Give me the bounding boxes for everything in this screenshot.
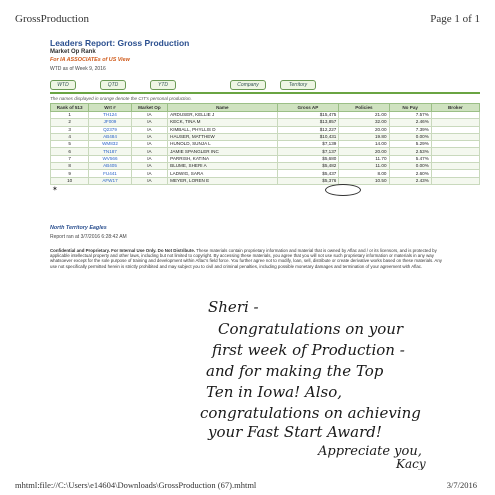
- cell-rank: 4: [51, 133, 89, 140]
- cell-gross-ap: $5,376: [277, 177, 339, 184]
- cell-no-pay: 2.60%: [389, 170, 431, 177]
- cell-policies: 14.00: [339, 141, 389, 148]
- hand-line: Appreciate you,: [318, 444, 422, 459]
- confidential-body: These materials contain proprietary information and material that is owned by Aflac and / or its licensors, and is protected by applicable intellectual property and other laws, including but not limited to copyright. By accessing these materials, you agree that you will not use such proprietary information or materials in any way whatsoever except for the sole purpose of training and development within Aflac's field force. You further agree not to modify, loan, sell, distribute or create derivative works based on these materials. Any use not specifically permitted herein is strictly prohibited and may subject you to civil and criminal penalties, including possible monetary damages and termination of your agreement with Aflac.: [50, 248, 442, 269]
- cell-policies: 11.70: [339, 155, 389, 162]
- cell-name: HUNOLD, SUNJA L: [168, 141, 277, 148]
- hand-line: Ten in Iowa! Also,: [206, 383, 343, 401]
- col-no-pay[interactable]: No Pay: [389, 104, 431, 112]
- cell-rank: 7: [51, 155, 89, 162]
- cell-no-pay: 0.00%: [389, 163, 431, 170]
- cell-broker: [431, 155, 479, 162]
- cell-market-op: IA: [131, 155, 167, 162]
- col-gross-ap[interactable]: Gross AP: [277, 104, 339, 112]
- cell-gross-ap: $7,137: [277, 148, 339, 155]
- hand-line: your Fast Start Award!: [208, 423, 382, 441]
- report-subtitle: Market Op Rank: [50, 49, 96, 55]
- table-row: [51, 163, 480, 170]
- cell-policies: 8.00: [339, 170, 389, 177]
- cell-broker: [431, 141, 479, 148]
- cell-market-op: IA: [131, 112, 167, 119]
- cell-market-op: IA: [131, 148, 167, 155]
- cell-market-op: IA: [131, 177, 167, 184]
- cell-rank: 6: [51, 148, 89, 155]
- cell-no-pay: 2.46%: [389, 119, 431, 126]
- hand-line: first week of Production -: [212, 341, 405, 359]
- cell-writer[interactable]: TH124: [89, 112, 131, 119]
- orange-names-note: The names displayed in orange denote the CIT's personal production.: [50, 96, 192, 101]
- hand-line: Sheri -: [208, 298, 259, 316]
- cell-rank: 1: [51, 112, 89, 119]
- cell-gross-ap: $5,482: [277, 163, 339, 170]
- cell-market-op: IA: [131, 119, 167, 126]
- tab-wtd[interactable]: WTD: [50, 80, 76, 90]
- hand-drawn-circle: [325, 184, 361, 196]
- region-name: North Territory Eagles: [50, 225, 107, 231]
- cell-name: KIMBALL, PHYLLIS D: [168, 126, 277, 133]
- cell-no-pay: 5.47%: [389, 155, 431, 162]
- table-row: [51, 119, 480, 126]
- cell-writer[interactable]: JF009: [89, 119, 131, 126]
- cell-rank: 8: [51, 163, 89, 170]
- cell-writer[interactable]: Q2379: [89, 126, 131, 133]
- cell-policies: 32.00: [339, 119, 389, 126]
- col-name[interactable]: Name: [168, 104, 277, 112]
- cell-policies: 20.00: [339, 148, 389, 155]
- table-row: [51, 133, 480, 140]
- cell-broker: [431, 119, 479, 126]
- cell-name: KECK, TINA M: [168, 119, 277, 126]
- cell-policies: 20.00: [339, 126, 389, 133]
- cell-broker: [431, 112, 479, 119]
- cell-no-pay: 2.43%: [389, 177, 431, 184]
- cell-writer[interactable]: FU441: [89, 170, 131, 177]
- print-header-page: Page 1 of 1: [430, 13, 480, 25]
- confidential-notice: [50, 248, 450, 269]
- period-tabs: [50, 80, 480, 91]
- report-period: WTD as of Week 9, 2016: [50, 66, 106, 72]
- cell-writer[interactable]: TN187: [89, 148, 131, 155]
- hand-line: and for making the Top: [206, 362, 384, 380]
- table-row: [51, 148, 480, 155]
- cell-policies: 19.80: [339, 133, 389, 140]
- cell-name: ARDUSER, KELLIE J: [168, 112, 277, 119]
- handwritten-note: [0, 290, 495, 470]
- cell-no-pay: 2.53%: [389, 148, 431, 155]
- cell-writer[interactable]: WM832: [89, 141, 131, 148]
- cell-policies: 21.00: [339, 112, 389, 119]
- cell-broker: [431, 163, 479, 170]
- table-row: [51, 126, 480, 133]
- cell-name: PARRISH, KATINA: [168, 155, 277, 162]
- cell-rank: 3: [51, 126, 89, 133]
- table-row: [51, 141, 480, 148]
- cell-gross-ap: $5,437: [277, 170, 339, 177]
- cell-no-pay: 5.29%: [389, 141, 431, 148]
- cell-gross-ap: $10,431: [277, 133, 339, 140]
- report-audience: For IA ASSOCIATEs of US View: [50, 57, 130, 63]
- cell-broker: [431, 133, 479, 140]
- cell-market-op: IA: [131, 126, 167, 133]
- cell-name: HAUSER, MATTHEW: [168, 133, 277, 140]
- table-row: [51, 170, 480, 177]
- table-row: [51, 177, 480, 184]
- cell-market-op: IA: [131, 141, 167, 148]
- cell-gross-ap: $7,139: [277, 141, 339, 148]
- tab-company[interactable]: Company: [230, 80, 266, 90]
- cell-no-pay: 0.00%: [389, 133, 431, 140]
- cell-name: BLUME, SHERI A: [168, 163, 277, 170]
- cell-rank: 9: [51, 170, 89, 177]
- cell-market-op: IA: [131, 163, 167, 170]
- cell-gross-ap: $5,680: [277, 155, 339, 162]
- hand-line: Congratulations on your: [218, 320, 404, 338]
- cell-market-op: IA: [131, 133, 167, 140]
- tab-qtd[interactable]: QTD: [100, 80, 126, 90]
- cell-broker: [431, 170, 479, 177]
- col-writer[interactable]: Wrt #: [89, 104, 131, 112]
- col-market-op[interactable]: Market Op: [131, 104, 167, 112]
- report-title: Leaders Report: Gross Production: [50, 38, 190, 48]
- print-footer-path: mhtml:file://C:\Users\e14604\Downloads\GrossProduction (67).mhtml: [15, 480, 257, 490]
- cell-name: JAMIE SPANGLER INC: [168, 148, 277, 155]
- cell-writer[interactable]: AB484: [89, 133, 131, 140]
- cell-name: LADWIG, SARA: [168, 170, 277, 177]
- table-row: [51, 155, 480, 162]
- col-policies[interactable]: Policies: [339, 104, 389, 112]
- cell-gross-ap: $15,475: [277, 112, 339, 119]
- tab-territory[interactable]: Territory: [280, 80, 316, 90]
- cell-no-pay: 7.57%: [389, 112, 431, 119]
- col-broker[interactable]: Broker: [431, 104, 479, 112]
- cell-writer[interactable]: WV566: [89, 155, 131, 162]
- cell-name: MEYER, LOREN E: [168, 177, 277, 184]
- hand-drawn-star-icon: ✶: [52, 186, 58, 193]
- cell-rank: 10: [51, 177, 89, 184]
- cell-policies: 10.50: [339, 177, 389, 184]
- confidential-lead: Confidential and Proprietary. For Internal Use Only. Do Not Distribute.: [50, 248, 195, 253]
- cell-policies: 11.00: [339, 163, 389, 170]
- print-footer-date: 3/7/2016: [446, 480, 477, 490]
- hand-signature: Kacy: [396, 457, 426, 470]
- col-rank[interactable]: Rank of 513: [51, 104, 89, 112]
- tab-ytd[interactable]: YTD: [150, 80, 176, 90]
- leaders-table: [50, 103, 480, 185]
- report-ran-time: Report ran at 3/7/2016 6:28:42 AM: [50, 234, 127, 240]
- cell-market-op: IA: [131, 170, 167, 177]
- cell-gross-ap: $13,857: [277, 119, 339, 126]
- cell-writer[interactable]: AB405: [89, 163, 131, 170]
- print-header-title: GrossProduction: [15, 13, 89, 25]
- tab-divider: [50, 92, 480, 94]
- cell-rank: 2: [51, 119, 89, 126]
- cell-no-pay: 7.39%: [389, 126, 431, 133]
- cell-gross-ap: $12,227: [277, 126, 339, 133]
- cell-writer[interactable]: AFW17: [89, 177, 131, 184]
- cell-broker: [431, 177, 479, 184]
- cell-broker: [431, 126, 479, 133]
- table-row: [51, 112, 480, 119]
- cell-rank: 5: [51, 141, 89, 148]
- cell-broker: [431, 148, 479, 155]
- hand-line: congratulations on achieving: [200, 404, 421, 422]
